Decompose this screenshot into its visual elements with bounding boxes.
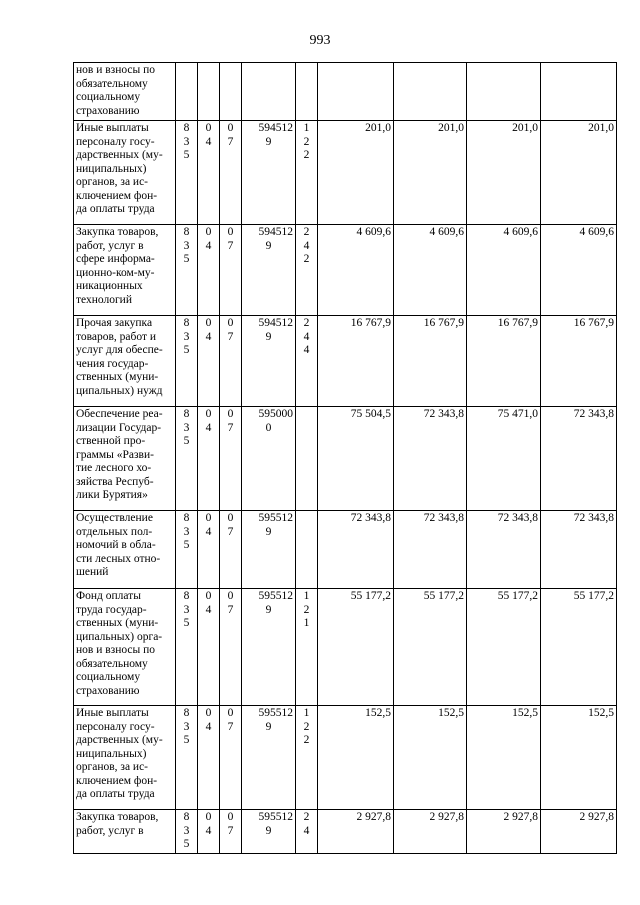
row-name-line: шений: [76, 566, 109, 578]
row-name-line: Осуществление: [76, 512, 153, 524]
grbs-code-cell: [176, 63, 198, 121]
expense-type-cell: 1 2 2: [296, 706, 318, 810]
grbs-code-cell: 8 3 5: [176, 706, 198, 810]
row-name-line: дарственных (му-: [76, 734, 163, 746]
row-name-line: страхованию: [76, 684, 140, 697]
table-row: [74, 63, 617, 121]
amount-cell-2: 16 767,9: [394, 316, 467, 407]
row-name-line: номочий в обла-: [76, 539, 156, 551]
table-row: [74, 316, 617, 407]
subsection-code-cell: 0 7: [220, 121, 242, 225]
subsection-code-cell: [220, 63, 242, 121]
row-name-cell: [74, 706, 176, 810]
row-name-line: дарственных (му-: [76, 149, 163, 161]
amount-cell-3: 4 609,6: [467, 225, 541, 316]
row-name-line: зяйства Респуб-: [76, 475, 154, 488]
row-name-line: Прочая закупка: [76, 317, 153, 329]
row-name-line: труда государ-: [76, 603, 147, 616]
budget-table: [73, 62, 617, 854]
row-name-line: персоналу госу-: [76, 135, 155, 148]
page-number: 993: [309, 33, 331, 48]
table-row: [74, 511, 617, 589]
section-code-cell: [198, 63, 220, 121]
row-name-line: ключением фон-: [76, 774, 158, 787]
expense-type-cell: 2 4: [296, 810, 318, 854]
section-code-cell: 0 4: [198, 589, 220, 706]
row-name-cell: [74, 511, 176, 589]
table-row: [74, 407, 617, 511]
row-name-line: органов, за ис-: [76, 176, 149, 188]
row-name-line: ственных (муни-: [76, 617, 159, 629]
amount-cell-4: [541, 63, 617, 121]
amount-cell-3: 152,5: [467, 706, 541, 810]
table-row: [74, 121, 617, 225]
row-name-line: работ, услуг в: [76, 239, 144, 252]
row-name-line: Закупка товаров,: [76, 811, 159, 823]
row-name-line: отдельных пол-: [76, 525, 153, 538]
amount-cell-2: 72 343,8: [394, 407, 467, 511]
row-name-line: товаров, работ и: [76, 330, 157, 343]
subsection-code-cell: 0 7: [220, 706, 242, 810]
table-row: [74, 706, 617, 810]
table-row: [74, 589, 617, 706]
amount-cell-3: 2 927,8: [467, 810, 541, 854]
amount-cell-1: 75 504,5: [318, 407, 394, 511]
target-article-cell: 595512 9: [242, 706, 296, 810]
row-name-line: сти лесных отно-: [76, 552, 161, 565]
expense-type-cell: 1 2 2: [296, 121, 318, 225]
target-article-cell: 594512 9: [242, 121, 296, 225]
section-code-cell: 0 4: [198, 511, 220, 589]
row-name-line: страхованию: [76, 104, 140, 117]
row-name-line: ниципальных): [76, 747, 147, 760]
target-article-cell: 595000 0: [242, 407, 296, 511]
amount-cell-2: 55 177,2: [394, 589, 467, 706]
row-name-line: ключением фон-: [76, 189, 158, 202]
target-article-cell: 595512 9: [242, 511, 296, 589]
row-name-line: никационных: [76, 280, 143, 292]
row-name-line: да оплаты труда: [76, 788, 155, 800]
amount-cell-2: 201,0: [394, 121, 467, 225]
row-name-line: работ, услуг в: [76, 824, 144, 837]
row-name-line: Иные выплаты: [76, 707, 149, 719]
row-name-cell: [74, 589, 176, 706]
amount-cell-4: 55 177,2: [541, 589, 617, 706]
row-name-line: технологий: [76, 293, 132, 306]
subsection-code-cell: 0 7: [220, 225, 242, 316]
target-article-cell: 595512 9: [242, 810, 296, 854]
subsection-code-cell: 0 7: [220, 810, 242, 854]
amount-cell-1: 72 343,8: [318, 511, 394, 589]
amount-cell-1: 4 609,6: [318, 225, 394, 316]
row-name-cell: [74, 407, 176, 511]
amount-cell-3: 16 767,9: [467, 316, 541, 407]
grbs-code-cell: 8 3 5: [176, 225, 198, 316]
row-name-line: обязательному: [76, 77, 148, 90]
amount-cell-3: 75 471,0: [467, 407, 541, 511]
row-name-line: Иные выплаты: [76, 122, 149, 134]
row-name-line: граммы «Разви-: [76, 448, 154, 461]
amount-cell-1: 55 177,2: [318, 589, 394, 706]
amount-cell-3: [467, 63, 541, 121]
expense-type-cell: [296, 63, 318, 121]
amount-cell-1: [318, 63, 394, 121]
amount-cell-4: 2 927,8: [541, 810, 617, 854]
grbs-code-cell: 8 3 5: [176, 316, 198, 407]
section-code-cell: 0 4: [198, 810, 220, 854]
expense-type-cell: [296, 407, 318, 511]
target-article-cell: 594512 9: [242, 316, 296, 407]
amount-cell-4: 72 343,8: [541, 407, 617, 511]
row-name-line: Фонд оплаты: [76, 590, 141, 602]
expense-type-cell: 2 4 2: [296, 225, 318, 316]
row-name-line: Обеспечение реа-: [76, 408, 163, 420]
row-name-line: Закупка товаров,: [76, 226, 159, 238]
row-name-line: нов и взносы по: [76, 64, 156, 76]
expense-type-cell: [296, 511, 318, 589]
target-article-cell: 595512 9: [242, 589, 296, 706]
row-name-line: тие лесного хо-: [76, 462, 152, 474]
row-name-cell: [74, 63, 176, 121]
section-code-cell: 0 4: [198, 316, 220, 407]
amount-cell-4: 201,0: [541, 121, 617, 225]
subsection-code-cell: 0 7: [220, 589, 242, 706]
amount-cell-4: 152,5: [541, 706, 617, 810]
row-name-line: социальному: [76, 671, 141, 683]
target-article-cell: [242, 63, 296, 121]
row-name-line: лизации Государ-: [76, 421, 162, 434]
row-name-line: услуг для обеспе-: [76, 344, 163, 356]
table-row: [74, 225, 617, 316]
amount-cell-4: 4 609,6: [541, 225, 617, 316]
amount-cell-3: 201,0: [467, 121, 541, 225]
row-name-line: ниципальных): [76, 162, 147, 175]
amount-cell-4: 72 343,8: [541, 511, 617, 589]
amount-cell-1: 201,0: [318, 121, 394, 225]
expense-type-cell: 2 4 4: [296, 316, 318, 407]
section-code-cell: 0 4: [198, 706, 220, 810]
row-name-line: ципальных) орга-: [76, 630, 163, 643]
grbs-code-cell: 8 3 5: [176, 511, 198, 589]
row-name-line: обязательному: [76, 657, 148, 670]
amount-cell-3: 72 343,8: [467, 511, 541, 589]
amount-cell-2: 2 927,8: [394, 810, 467, 854]
row-name-line: ционно-ком-му-: [76, 266, 155, 279]
grbs-code-cell: 8 3 5: [176, 407, 198, 511]
subsection-code-cell: 0 7: [220, 407, 242, 511]
amount-cell-3: 55 177,2: [467, 589, 541, 706]
amount-cell-1: 16 767,9: [318, 316, 394, 407]
subsection-code-cell: 0 7: [220, 511, 242, 589]
row-name-line: ципальных) нужд: [76, 384, 163, 397]
table-body: [74, 63, 617, 854]
section-code-cell: 0 4: [198, 121, 220, 225]
section-code-cell: 0 4: [198, 225, 220, 316]
grbs-code-cell: 8 3 5: [176, 810, 198, 854]
row-name-line: органов, за ис-: [76, 761, 149, 773]
row-name-line: ственных (муни-: [76, 371, 159, 383]
row-name-line: социальному: [76, 91, 141, 103]
row-name-line: да оплаты труда: [76, 203, 155, 215]
row-name-line: персоналу госу-: [76, 720, 155, 733]
expense-type-cell: 1 2 1: [296, 589, 318, 706]
row-name-line: ственной про-: [76, 435, 146, 447]
row-name-line: лики Бурятия»: [76, 489, 148, 501]
row-name-line: чения государ-: [76, 357, 149, 370]
row-name-cell: [74, 810, 176, 854]
amount-cell-2: 152,5: [394, 706, 467, 810]
amount-cell-2: [394, 63, 467, 121]
row-name-cell: [74, 121, 176, 225]
grbs-code-cell: 8 3 5: [176, 589, 198, 706]
amount-cell-1: 2 927,8: [318, 810, 394, 854]
amount-cell-1: 152,5: [318, 706, 394, 810]
subsection-code-cell: 0 7: [220, 316, 242, 407]
row-name-line: сфере информа-: [76, 253, 155, 265]
row-name-cell: [74, 316, 176, 407]
row-name-line: нов и взносы по: [76, 644, 156, 656]
amount-cell-2: 72 343,8: [394, 511, 467, 589]
target-article-cell: 594512 9: [242, 225, 296, 316]
row-name-cell: [74, 225, 176, 316]
grbs-code-cell: 8 3 5: [176, 121, 198, 225]
section-code-cell: 0 4: [198, 407, 220, 511]
amount-cell-4: 16 767,9: [541, 316, 617, 407]
table-row: [74, 810, 617, 854]
amount-cell-2: 4 609,6: [394, 225, 467, 316]
